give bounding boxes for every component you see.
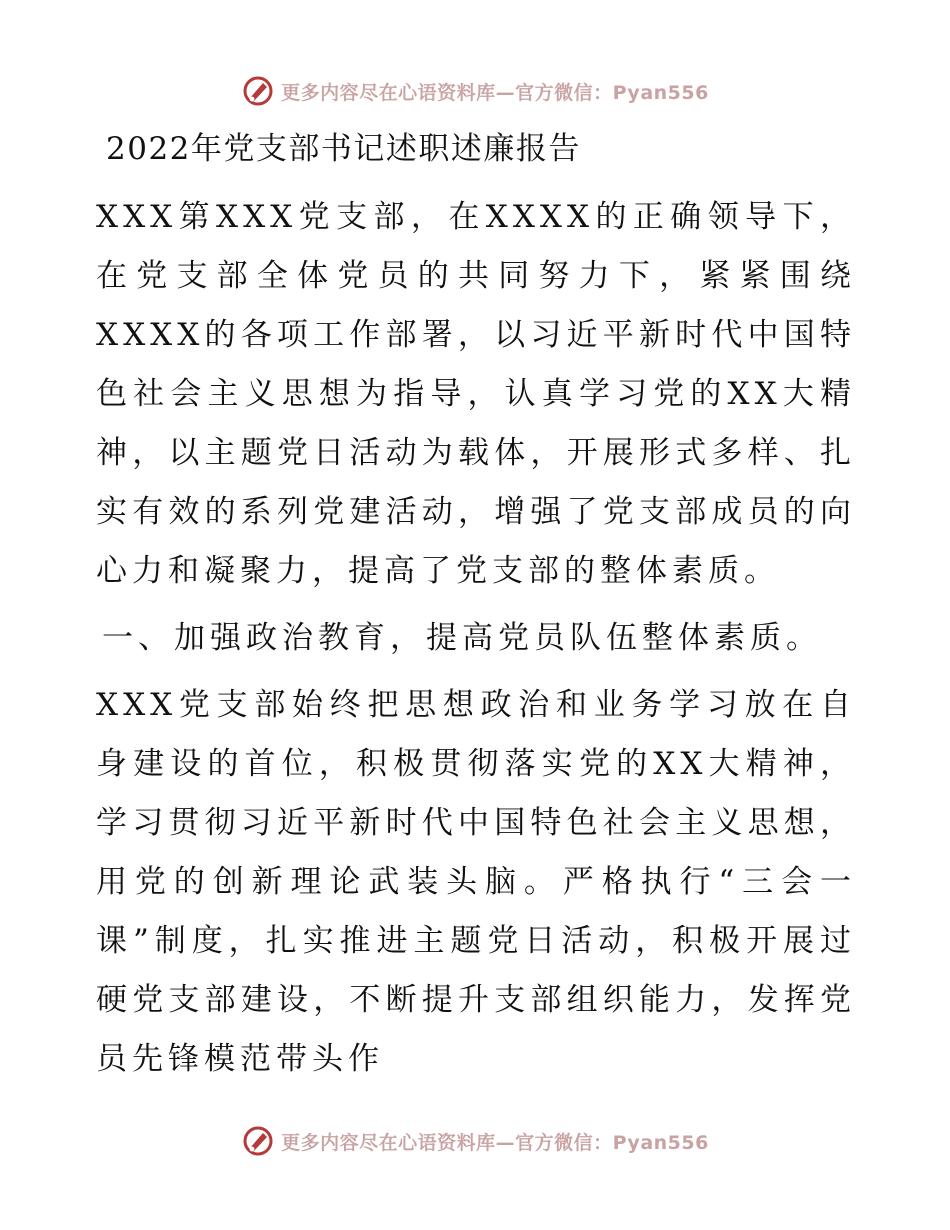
intro-paragraph: XXX第XXX党支部，在XXXX的正确领导下，在党支部全体党员的共同努力下，紧紧围绕XXXX的各项工作部署，以习近平新时代中国特色社会主义思想为指导，认真学习党的XX大精神，以主题党日活动为载体，开展形式多样、扎实有效的系列党建活动，增强了党支部成员的向心力和凝聚力，提高了党支部的整体素质。 (96, 199, 856, 589)
pen-logo-icon (241, 74, 275, 108)
watermark-text: 更多内容尽在心语资料库—官方微信：Pyan556 (281, 1131, 709, 1154)
watermark-text: 更多内容尽在心语资料库—官方微信：Pyan556 (281, 81, 709, 104)
document-body (96, 124, 856, 1097)
document-title: 2022年党支部书记述职述廉报告 (106, 131, 581, 167)
header-watermark (0, 74, 950, 108)
section-paragraph: XXX党支部始终把思想政治和业务学习放在自身建设的首位，积极贯彻落实党的XX大精神，学习贯彻习近平新时代中国特色社会主义思想，用党的创新理论武装头脑。严格执行“三会一课”制度，扎实推进主题党日活动，积极开展过硬党支部建设，不断提升支部组织能力，发挥党员先锋模范带头作 (96, 687, 856, 1077)
pen-logo-icon (241, 1124, 275, 1158)
section-heading: 一、加强政治教育，提高党员队伍整体素质。 (102, 620, 822, 656)
footer-watermark (0, 1124, 950, 1158)
